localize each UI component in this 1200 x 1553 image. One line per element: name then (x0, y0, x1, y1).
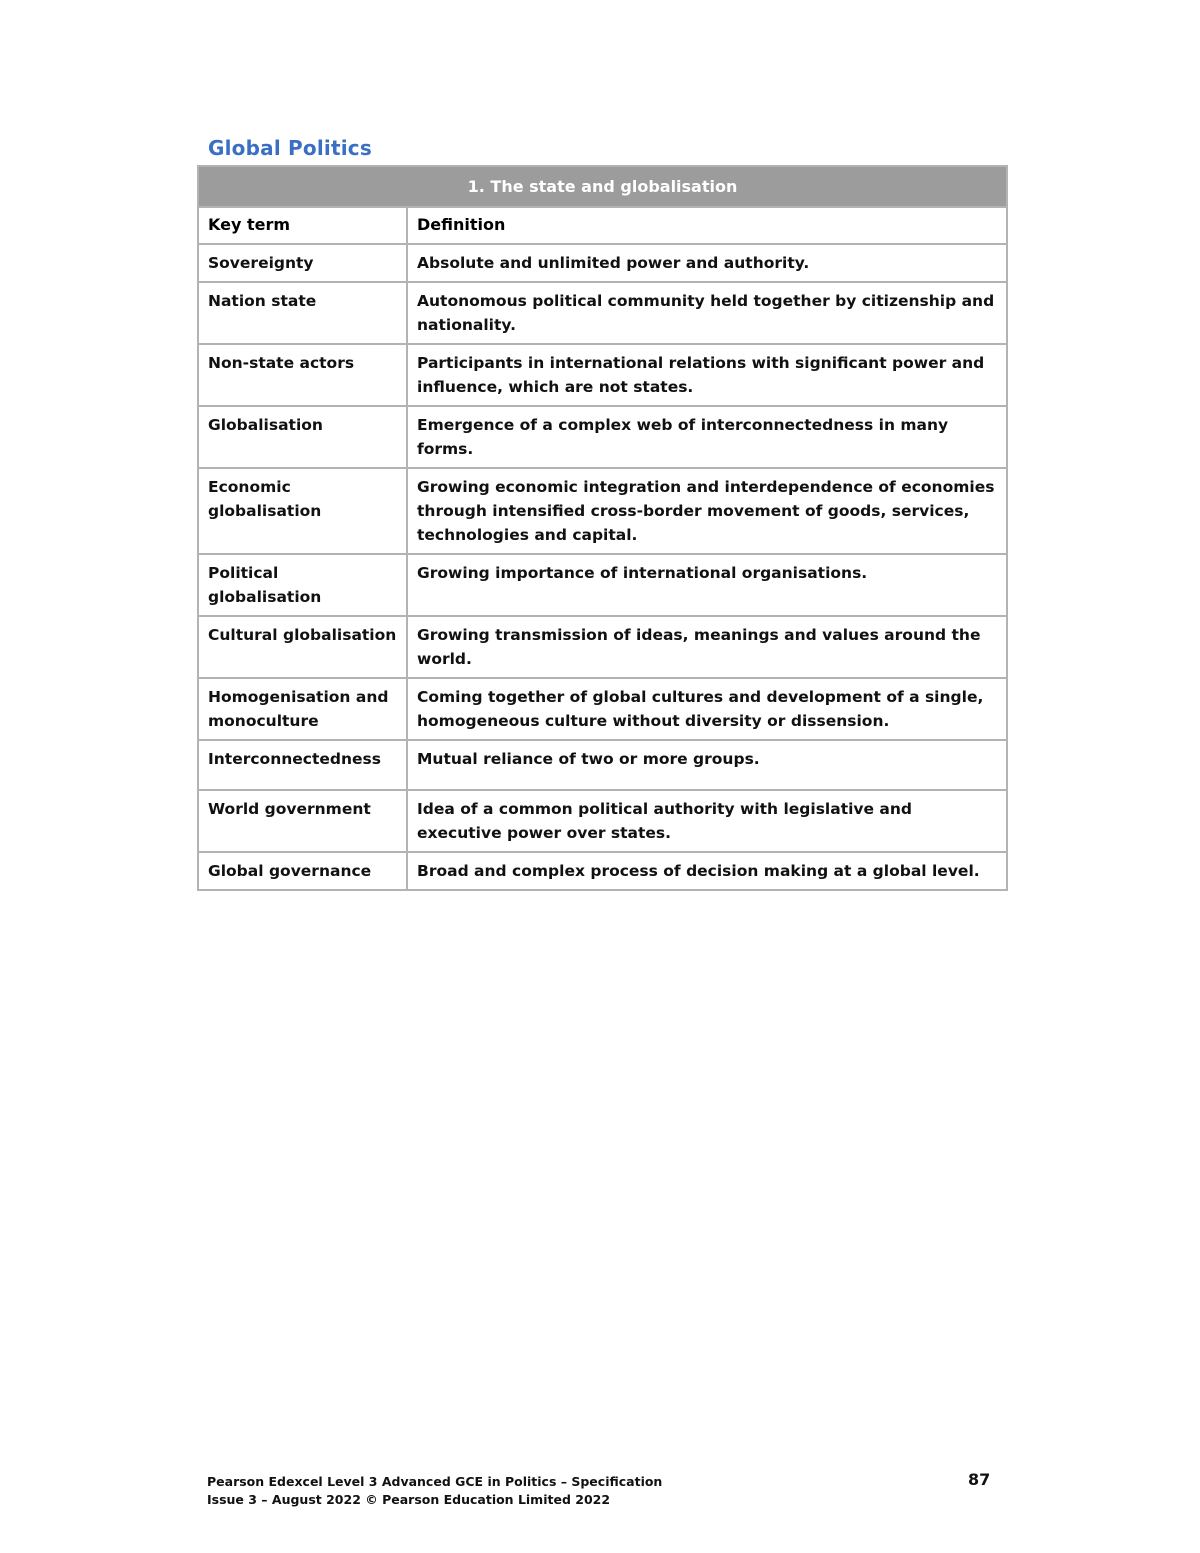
definition-cell: Broad and complex process of decision making at a global level. (407, 852, 1007, 890)
table-row (198, 468, 1007, 554)
term-cell: Globalisation (198, 406, 407, 468)
table-row (198, 344, 1007, 406)
table-row (198, 678, 1007, 740)
table-row (198, 740, 1007, 790)
term-cell: Cultural globalisation (198, 616, 407, 678)
definition-cell: Idea of a common political authority with legislative and executive power over states. (407, 790, 1007, 852)
table-row (198, 790, 1007, 852)
definition-cell: Coming together of global cultures and development of a single, homogeneous culture without diversity or dissension. (407, 678, 1007, 740)
definition-cell: Growing economic integration and interdependence of economies through intensified cross-border movement of goods, services, technologies and capital. (407, 468, 1007, 554)
table-row (198, 406, 1007, 468)
definition-cell: Mutual reliance of two or more groups. (407, 740, 1007, 790)
definition-cell: Growing importance of international organisations. (407, 554, 1007, 616)
footer-issue: Issue 3 – August 2022 © Pearson Education Limited 2022 (207, 1492, 611, 1507)
table-row (198, 282, 1007, 344)
table-header-row (198, 207, 1007, 244)
definition-cell: Emergence of a complex web of interconnectedness in many forms. (407, 406, 1007, 468)
table-banner: 1. The state and globalisation (198, 166, 1007, 207)
term-cell: Homogenisation and monoculture (198, 678, 407, 740)
footer-spec-title: Pearson Edexcel Level 3 Advanced GCE in Politics – Specification (207, 1474, 663, 1489)
term-cell: Global governance (198, 852, 407, 890)
column-header-key-term: Key term (198, 207, 407, 244)
term-cell: Interconnectedness (198, 740, 407, 790)
term-cell: Political globalisation (198, 554, 407, 616)
term-cell: Nation state (198, 282, 407, 344)
table-row (198, 244, 1007, 282)
term-cell: Economic globalisation (198, 468, 407, 554)
page-footer (207, 1473, 662, 1509)
section-title: Global Politics (208, 136, 372, 160)
definition-cell: Autonomous political community held together by citizenship and nationality. (407, 282, 1007, 344)
term-cell: Non-state actors (198, 344, 407, 406)
table-row (198, 852, 1007, 890)
table-banner-row (198, 166, 1007, 207)
table-row (198, 616, 1007, 678)
table-row (198, 554, 1007, 616)
term-cell: World government (198, 790, 407, 852)
key-terms-table (197, 165, 1008, 891)
definition-cell: Growing transmission of ideas, meanings and values around the world. (407, 616, 1007, 678)
page-number: 87 (968, 1470, 991, 1489)
column-header-definition: Definition (407, 207, 1007, 244)
definition-cell: Absolute and unlimited power and authority. (407, 244, 1007, 282)
term-cell: Sovereignty (198, 244, 407, 282)
definition-cell: Participants in international relations with significant power and influence, which are not states. (407, 344, 1007, 406)
